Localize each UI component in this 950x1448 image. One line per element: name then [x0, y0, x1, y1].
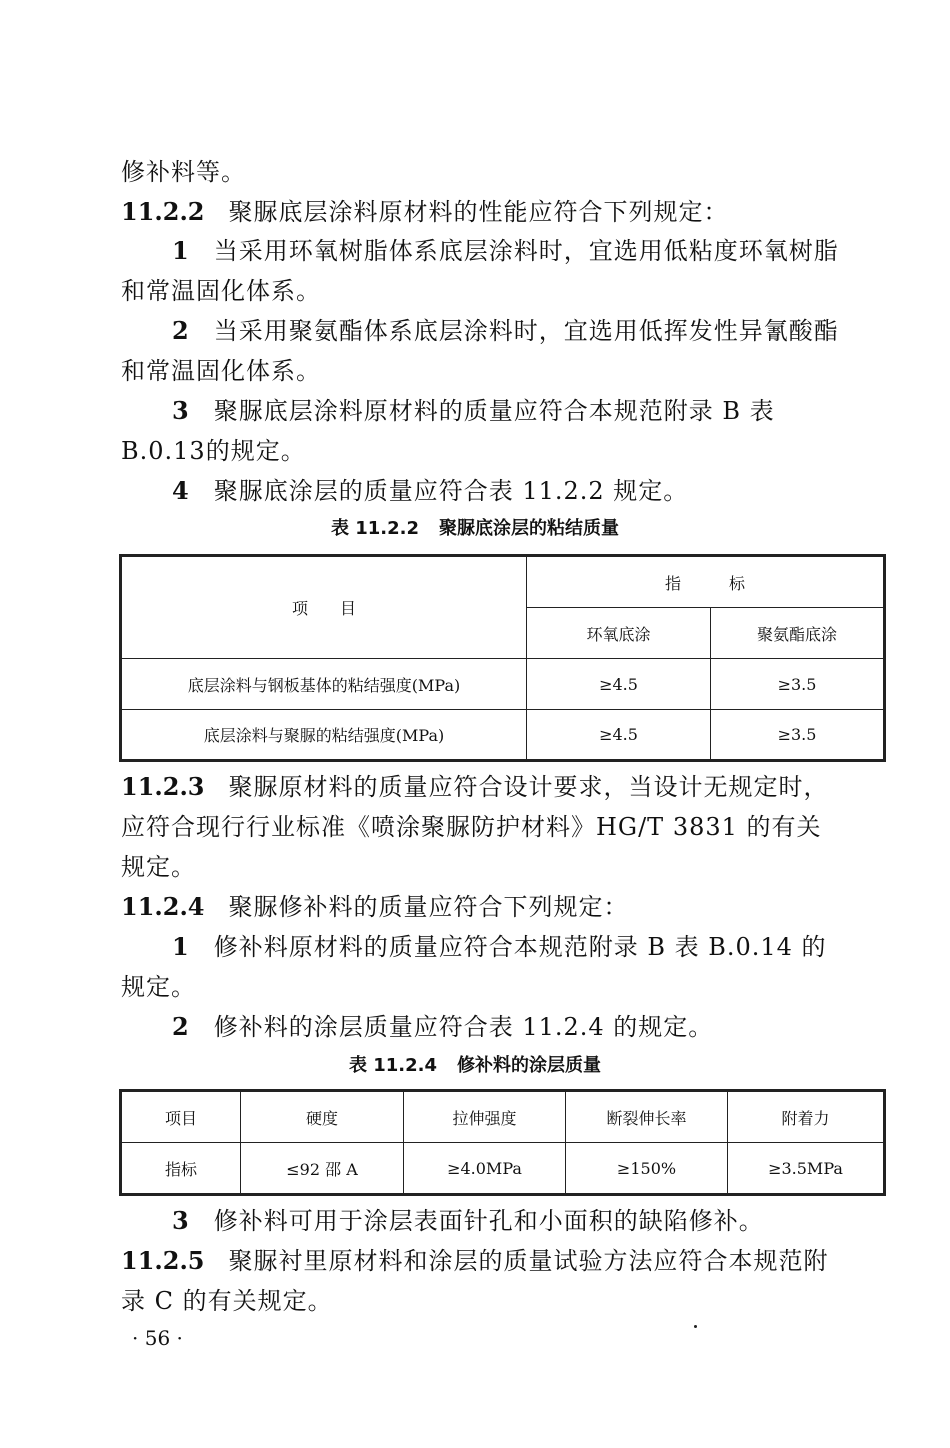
cell-index-label: 指标	[122, 1143, 241, 1194]
row-item: 底层涂料与聚脲的粘结强度(MPa)	[122, 710, 527, 760]
row-pu-value: ≥3.5	[711, 710, 884, 760]
item-3-line-1	[172, 1206, 883, 1236]
table-number: 表 11.2.2	[330, 518, 420, 539]
cell-elongation-header: 断裂伸长率	[566, 1092, 728, 1143]
item-number: 4	[172, 476, 189, 505]
header-epoxy: 环氧底涂	[527, 608, 711, 659]
item-2-line-1	[172, 1012, 883, 1042]
cell-hardness-header: 硬度	[241, 1092, 404, 1143]
table-row	[122, 659, 884, 710]
item-text: 聚脲底涂层的质量应符合表 11.2.2 规定。	[213, 477, 689, 505]
header-index: 指 标	[527, 557, 884, 608]
item-1-line-2: 规定。	[121, 973, 196, 1001]
clause-number: 11.2.4	[121, 892, 205, 921]
item-2-line-2: 和常温固化体系。	[121, 357, 321, 385]
clause-number: 11.2.5	[121, 1246, 205, 1275]
clause-text: 聚脲底层涂料原材料的性能应符合下列规定：	[228, 198, 729, 226]
page-number: · 56 ·	[132, 1326, 183, 1350]
item-number: 2	[172, 316, 189, 345]
clause-11-2-3-line-2: 应符合现行行业标准《喷涂聚脲防护材料》HG/T 3831 的有关	[121, 813, 822, 841]
item-number: 2	[172, 1012, 189, 1041]
row-epoxy-value: ≥4.5	[527, 659, 711, 710]
cell-elongation-value: ≥150%	[566, 1143, 728, 1194]
cell-item-header: 项目	[122, 1092, 241, 1143]
item-text: 修补料可用于涂层表面针孔和小面积的缺陷修补。	[213, 1207, 764, 1235]
item-2-line-1	[172, 316, 883, 346]
item-text: 当采用环氧树脂体系底层涂料时，宜选用低粘度环氧树脂	[213, 237, 839, 265]
clause-number: 11.2.3	[121, 772, 205, 801]
cell-adhesion-value: ≥3.5MPa	[728, 1143, 884, 1194]
table-row	[122, 1143, 884, 1194]
item-text: 修补料的涂层质量应符合表 11.2.4 的规定。	[213, 1013, 714, 1041]
cell-tensile-header: 拉伸强度	[404, 1092, 566, 1143]
clause-text: 聚脲修补料的质量应符合下列规定：	[228, 893, 629, 921]
clause-text: 聚脲衬里原材料和涂层的质量试验方法应符合本规范附	[228, 1247, 829, 1275]
clause-11-2-3-line-3: 规定。	[121, 853, 196, 881]
cell-hardness-value: ≤92 邵 A	[241, 1143, 404, 1194]
clause-text: 聚脲原材料的质量应符合设计要求，当设计无规定时，	[228, 773, 829, 801]
bond-quality-table	[121, 556, 884, 760]
table-title: 聚脲底涂层的粘结质量	[439, 518, 620, 539]
table-title: 修补料的涂层质量	[457, 1055, 602, 1076]
row-pu-value: ≥3.5	[711, 659, 884, 710]
item-text: 聚脲底层涂料原材料的质量应符合本规范附录 B 表	[213, 397, 775, 425]
row-item: 底层涂料与钢板基体的粘结强度(MPa)	[122, 659, 527, 710]
paragraph-continuation: 修补料等。	[121, 158, 246, 186]
item-1-line-2: 和常温固化体系。	[121, 277, 321, 305]
item-number: 3	[172, 1206, 189, 1235]
table-number: 表 11.2.4	[348, 1055, 438, 1076]
item-3-line-2: B.0.13的规定。	[121, 437, 306, 465]
item-text: 修补料原材料的质量应符合本规范附录 B 表 B.0.14 的	[213, 933, 827, 961]
item-number: 1	[172, 236, 189, 265]
table-row	[122, 710, 884, 760]
clause-11-2-4-heading	[121, 892, 883, 922]
header-pu: 聚氨酯底涂	[711, 608, 884, 659]
item-1-line-1	[172, 236, 883, 266]
table-caption-11-2-4	[0, 1053, 950, 1079]
cell-tensile-value: ≥4.0MPa	[404, 1143, 566, 1194]
table-caption-11-2-2	[0, 516, 950, 542]
cell-adhesion-header: 附着力	[728, 1092, 884, 1143]
row-epoxy-value: ≥4.5	[527, 710, 711, 760]
repair-coating-quality-table	[121, 1091, 884, 1194]
scan-speck	[694, 1325, 697, 1328]
item-4-line-1	[172, 476, 883, 506]
table-row	[122, 1092, 884, 1143]
item-3-line-1	[172, 396, 883, 426]
item-1-line-1	[172, 932, 883, 962]
clause-11-2-5-line-2: 录 C 的有关规定。	[121, 1287, 333, 1315]
item-text: 当采用聚氨酯体系底层涂料时，宜选用低挥发性异氰酸酯	[213, 317, 839, 345]
item-number: 3	[172, 396, 189, 425]
clause-number: 11.2.2	[121, 197, 205, 226]
header-item: 项 目	[122, 557, 527, 659]
clause-11-2-2-heading	[121, 197, 883, 227]
clause-11-2-5-line-1	[121, 1246, 883, 1276]
item-number: 1	[172, 932, 189, 961]
clause-11-2-3-line-1	[121, 772, 883, 802]
